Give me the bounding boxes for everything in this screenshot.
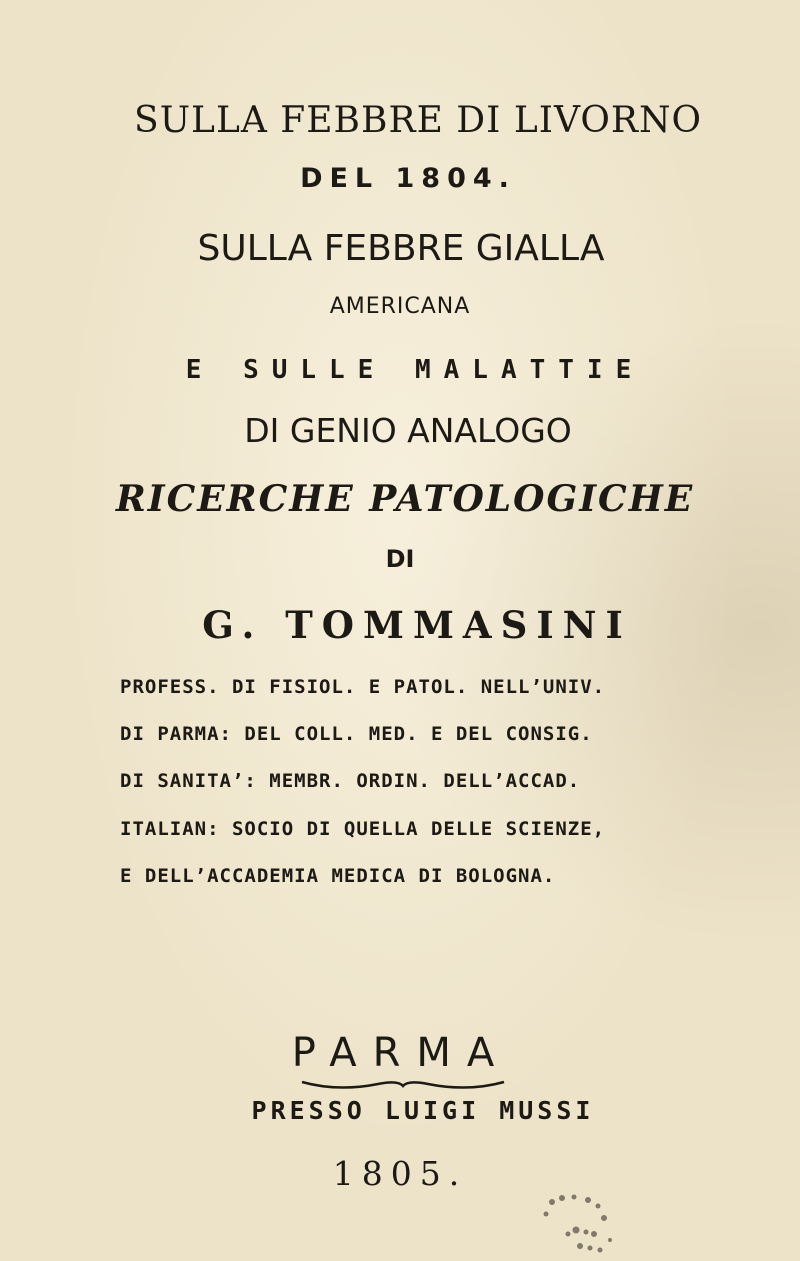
credential-line: E DELL’ACCADEMIA MEDICA DI BOLOGNA. bbox=[120, 865, 556, 887]
credential-line: DI SANITA’: MEMBR. ORDIN. DELL’ACCAD. bbox=[120, 770, 581, 792]
imprint-city: PARMA bbox=[291, 1030, 511, 1076]
ornament-rule-icon bbox=[298, 1076, 508, 1094]
credential-line: PROFESS. DI FISIOL. E PATOL. NELL’UNIV. bbox=[120, 676, 606, 698]
credential-line: DI PARMA: DEL COLL. MED. E DEL CONSIG. bbox=[120, 723, 593, 745]
library-stamp-icon bbox=[530, 1188, 640, 1258]
title-line-1: SULLA FEBBRE DI LIVORNO bbox=[134, 100, 702, 141]
by-line: DI bbox=[385, 545, 415, 573]
publisher: PRESSO LUIGI MUSSI bbox=[251, 1096, 595, 1125]
author-name: G. TOMMASINI bbox=[202, 603, 632, 647]
imprint-year: 1805. bbox=[332, 1154, 468, 1193]
title-line-5: E SULLE MALATTIE bbox=[185, 355, 645, 385]
title-line-4: AMERICANA bbox=[329, 294, 471, 319]
subtitle: RICERCHE PATOLOGICHE bbox=[115, 478, 695, 520]
title-line-3: SULLA FEBBRE GIALLA bbox=[197, 228, 605, 269]
title-line-6: DI GENIO ANALOGO bbox=[244, 411, 572, 450]
credential-line: ITALIAN: SOCIO DI QUELLA DELLE SCIENZE, bbox=[120, 818, 606, 840]
title-line-2: DEL 1804. bbox=[300, 163, 516, 194]
